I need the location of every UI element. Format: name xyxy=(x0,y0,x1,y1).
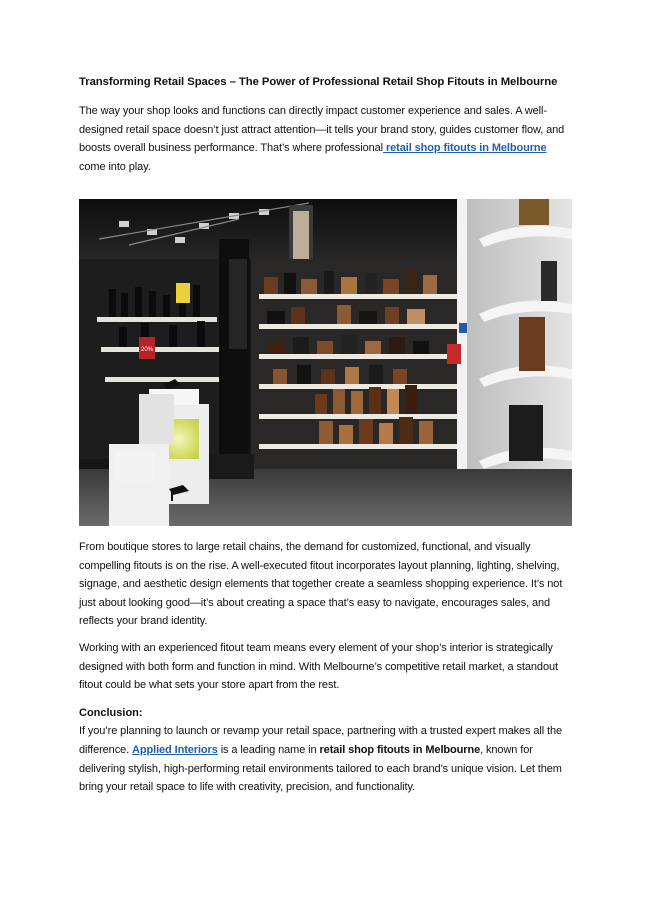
article-title: Transforming Retail Spaces – The Power of Professional Retail Shop Fitouts in Melbourne xyxy=(79,76,558,88)
body-paragraph-3: Working with an experienced fitout team means every element of your shop’s interior is strategically designed with both form and function in mind. With Melbourne’s competitive retail market, a standout fitout could be what sets your store apart from the rest. xyxy=(79,641,558,692)
retail-shoe-store-photo-icon xyxy=(79,199,572,526)
sale-sign-text: 20% xyxy=(140,347,154,353)
conclusion-text-3: , known for delivering stylish, high-performing retail environments tailored to each brand’s unique vision. Let them bring your retail space to life with creativity, precision, and functionality. xyxy=(79,743,562,794)
intro-text: The way your shop looks and functions can directly impact customer experience and sales. A well-designed retail space doesn’t just attract attention—it tells your brand story, guides customer flow, and boosts overall business performance. That’s where professional xyxy=(79,105,565,155)
intro-text-end: come into play. xyxy=(79,160,151,173)
article-body xyxy=(79,538,579,797)
body-paragraph-2: From boutique stores to large retail chains, the demand for customized, functional, and visually compelling fitouts is on the rise. A well-executed fitout incorporates layout planning, lighting, shelving, signage, and aesthetic design elements that together create a seamless shopping experience. It’s not just about looking good—it’s about creating a space that’s easy to navigate, encourages sales, and reflects your brand identity. xyxy=(79,541,563,628)
conclusion-text-1: If you’re planning to launch or revamp your retail space, partnering with a trusted expert makes all the difference. xyxy=(79,725,563,756)
article-top xyxy=(79,74,575,176)
store-photo xyxy=(79,199,572,526)
retail-fitouts-link[interactable]: retail shop fitouts in Melbourne xyxy=(383,142,547,155)
conclusion-paragraph xyxy=(79,722,579,796)
conclusion-heading: Conclusion: xyxy=(79,706,143,719)
conclusion-bold-text: retail shop fitouts in Melbourne xyxy=(319,743,481,756)
applied-interiors-link[interactable]: Applied Interiors xyxy=(132,743,218,756)
conclusion-text-2: is a leading name in xyxy=(217,743,320,756)
intro-paragraph xyxy=(79,102,575,176)
